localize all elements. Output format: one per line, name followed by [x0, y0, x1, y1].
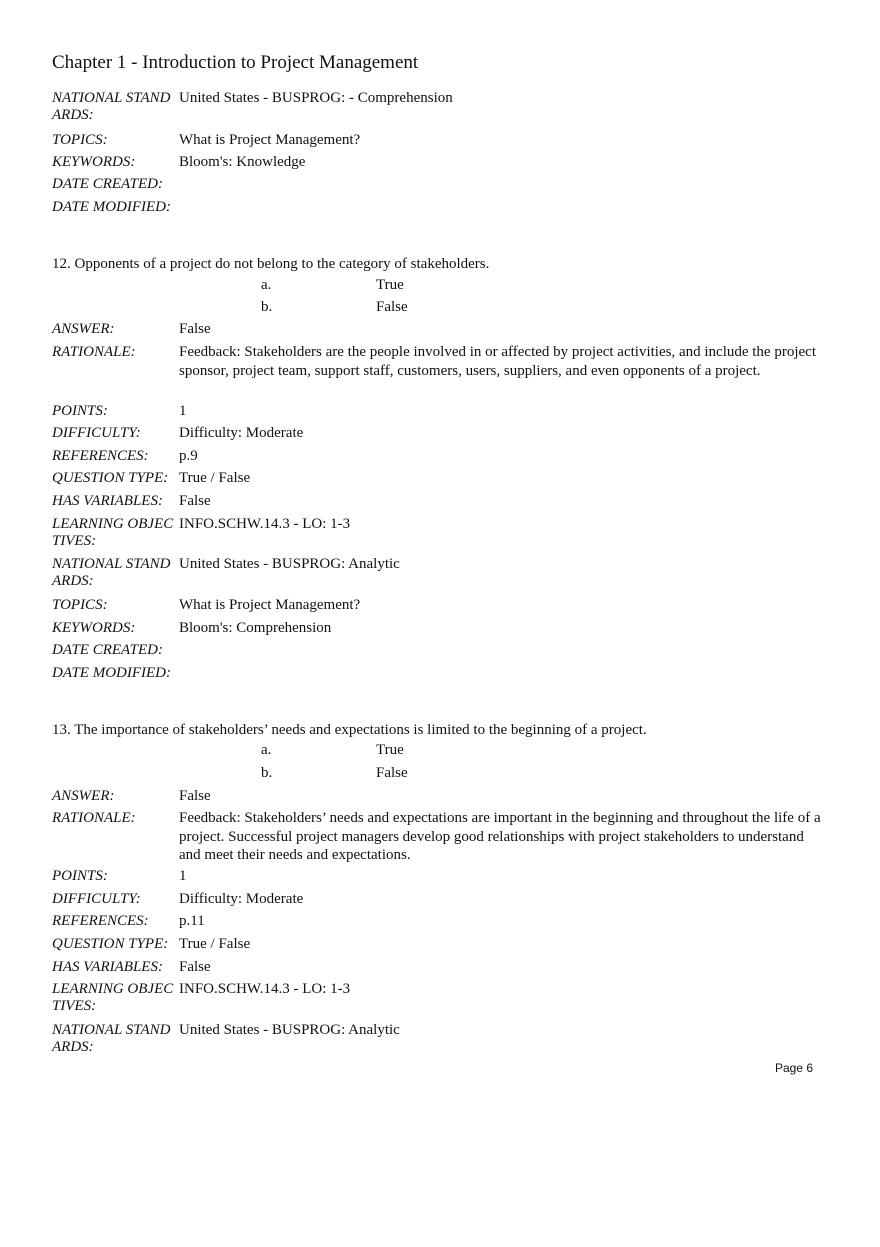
difficulty-label: DIFFICULTY: [52, 425, 141, 441]
date-modified-label: DATE MODIFIED: [52, 665, 171, 681]
q12-option-b-letter: b. [261, 299, 273, 315]
rationale-label: RATIONALE: [52, 810, 136, 826]
q12-answer: False [179, 321, 211, 337]
date-created-label: DATE CREATED: [52, 642, 163, 658]
question-12-text: 12. Opponents of a project do not belong to the category of stakeholders. [52, 256, 490, 272]
question-13-text: 13. The importance of stakeholders’ needs and expectations is limited to the beginning of a project. [52, 722, 647, 738]
q12-rationale: Feedback: Stakeholders are the people involved in or affected by project activities, and include the project sponsor, project team, support staff, customers, users, suppliers, and even opponents of a project. [179, 344, 816, 379]
q12-learning-objectives: INFO.SCHW.14.3 - LO: 1-3 [179, 516, 351, 532]
q13-question-type: True / False [179, 936, 251, 952]
q12-question-type: True / False [179, 470, 251, 486]
keywords-label: KEYWORDS: [52, 154, 136, 170]
references-label: REFERENCES: [52, 913, 149, 929]
chapter-title: Chapter 1 - Introduction to Project Management [52, 52, 419, 73]
q12-topics: What is Project Management? [179, 597, 361, 613]
references-label: REFERENCES: [52, 448, 149, 464]
q12-option-a-text: True [376, 277, 404, 293]
has-variables-label: HAS VARIABLES: [52, 959, 163, 975]
question-type-label: QUESTION TYPE: [52, 470, 169, 486]
date-created-label: DATE CREATED: [52, 176, 163, 192]
topics-value: What is Project Management? [179, 132, 361, 148]
topics-label: TOPICS: [52, 597, 108, 613]
q13-references: p.11 [179, 913, 205, 929]
q12-national-standards: United States - BUSPROG: Analytic [179, 556, 400, 572]
rationale-label: RATIONALE: [52, 344, 136, 360]
q12-option-b-text: False [376, 299, 408, 315]
page-number: Page 6 [774, 1061, 813, 1075]
q13-learning-objectives: INFO.SCHW.14.3 - LO: 1-3 [179, 981, 351, 997]
difficulty-label: DIFFICULTY: [52, 891, 141, 907]
q13-national-standards: United States - BUSPROG: Analytic [179, 1022, 400, 1038]
q12-keywords: Bloom's: Comprehension [179, 620, 332, 636]
q12-has-variables: False [179, 493, 211, 509]
answer-label: ANSWER: [52, 321, 115, 337]
q13-answer: False [179, 788, 211, 804]
q13-option-a-letter: a. [261, 742, 272, 758]
national-standards-value: United States - BUSPROG: - Comprehension [179, 90, 453, 106]
points-label: POINTS: [52, 868, 108, 884]
q13-has-variables: False [179, 959, 211, 975]
date-modified-label: DATE MODIFIED: [52, 199, 171, 215]
keywords-label: KEYWORDS: [52, 620, 136, 636]
q13-rationale: Feedback: Stakeholders’ needs and expectations are important in the beginning and throughout the life of a project. Successful project managers develop good relationships with project stakeholders to understand and meet their needs and expectations. [179, 810, 821, 863]
national-standards-label: NATIONAL STANDARDS: [52, 90, 171, 123]
q12-points: 1 [179, 403, 187, 419]
national-standards-label: NATIONAL STANDARDS: [52, 556, 171, 589]
q13-difficulty: Difficulty: Moderate [179, 891, 304, 907]
points-label: POINTS: [52, 403, 108, 419]
q12-references: p.9 [179, 448, 198, 464]
national-standards-label: NATIONAL STANDARDS: [52, 1022, 171, 1055]
q13-option-b-text: False [376, 765, 408, 781]
q13-option-a-text: True [376, 742, 404, 758]
q12-option-a-letter: a. [261, 277, 272, 293]
learning-objectives-label: LEARNING OBJECTIVES: [52, 981, 174, 1014]
has-variables-label: HAS VARIABLES: [52, 493, 163, 509]
q13-points: 1 [179, 868, 187, 884]
learning-objectives-label: LEARNING OBJECTIVES: [52, 516, 174, 549]
q12-difficulty: Difficulty: Moderate [179, 425, 304, 441]
topics-label: TOPICS: [52, 132, 108, 148]
question-type-label: QUESTION TYPE: [52, 936, 169, 952]
q13-option-b-letter: b. [261, 765, 273, 781]
keywords-value: Bloom's: Knowledge [179, 154, 306, 170]
answer-label: ANSWER: [52, 788, 115, 804]
